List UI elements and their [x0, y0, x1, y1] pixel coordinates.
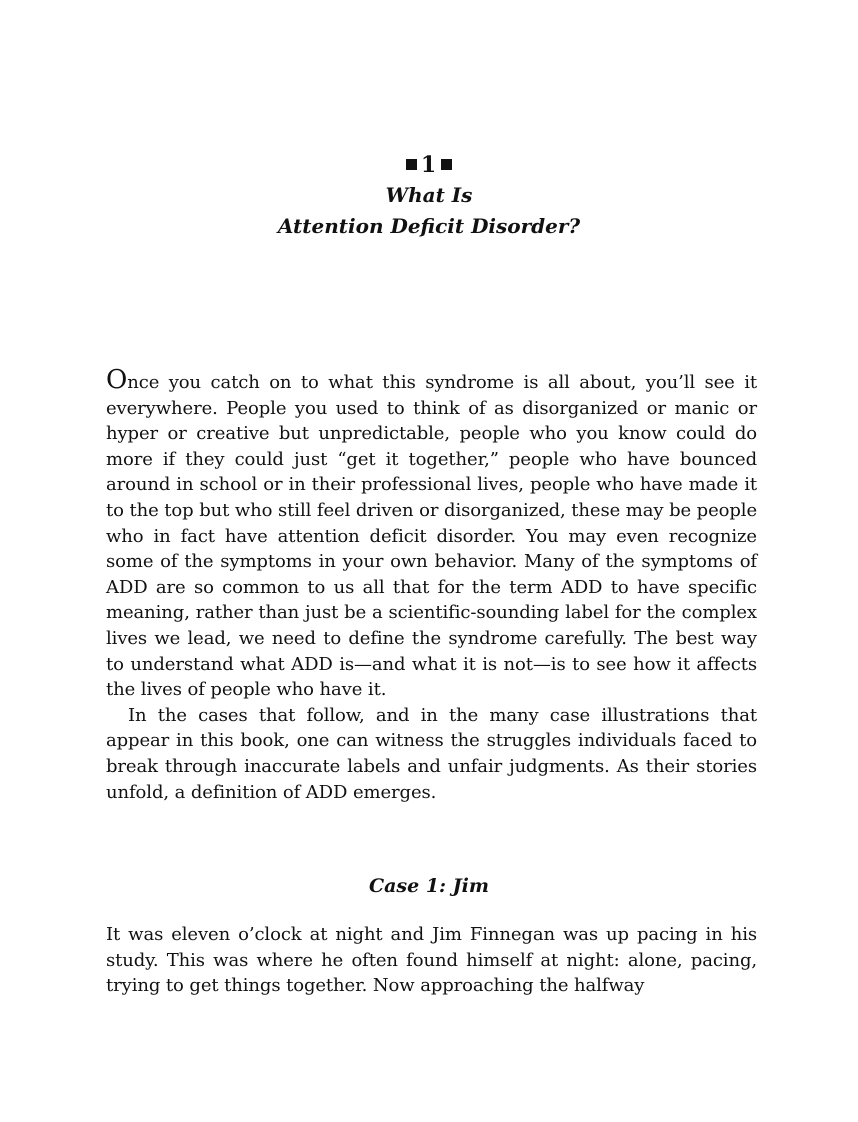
- case-heading: Case 1: Jim: [369, 875, 489, 897]
- intro-section: [106, 365, 758, 805]
- chapter-number-line: [0, 150, 858, 180]
- chapter-title-line2: Attention Deficit Disorder?: [277, 214, 581, 238]
- intro-paragraph-1: [106, 365, 758, 703]
- square-ornament-right-icon: [441, 159, 452, 170]
- drop-cap: O: [106, 365, 128, 395]
- chapter-title-line1: What Is: [385, 183, 473, 207]
- chapter-number: 1: [420, 152, 438, 178]
- case-paragraph-1: It was eleven o’clock at night and Jim Finnegan was up pacing in his study. This was where he often found himself at night: alone, pacing, trying to get things together. Now approaching the halfway: [106, 924, 757, 997]
- chapter-heading: [0, 150, 858, 242]
- intro-paragraph-1-text: nce you catch on to what this syndrome is all about, you’ll see it everywhere. People you used to think of as disorganized or manic or hyper or creative but unpredictable, people who you know could do more if they could just “get it together,” people who have bounced around in school or in their professional lives, people who have made it to the top but who still feel driven or disorganized, these may be people who in fact have attention deficit disorder. You may even recognize some of the symptoms in your own behavior. Many of the symptoms of ADD are so common to us all that for the term ADD to have specific meaning, rather than just be a scientific-sounding label for the complex lives we lead, we need to define the syndrome carefully. The best way to understand what ADD is—and what it is not—is to see how it affects the lives of people who have it.: [106, 372, 758, 701]
- intro-paragraph-2: In the cases that follow, and in the many case illustrations that appear in this book, one can witness the struggles individuals faced to break through inaccurate labels and unfair judgments. As their stories unfold, a definition of ADD emerges.: [106, 704, 757, 803]
- square-ornament-left-icon: [406, 159, 417, 170]
- case-section: [106, 922, 757, 999]
